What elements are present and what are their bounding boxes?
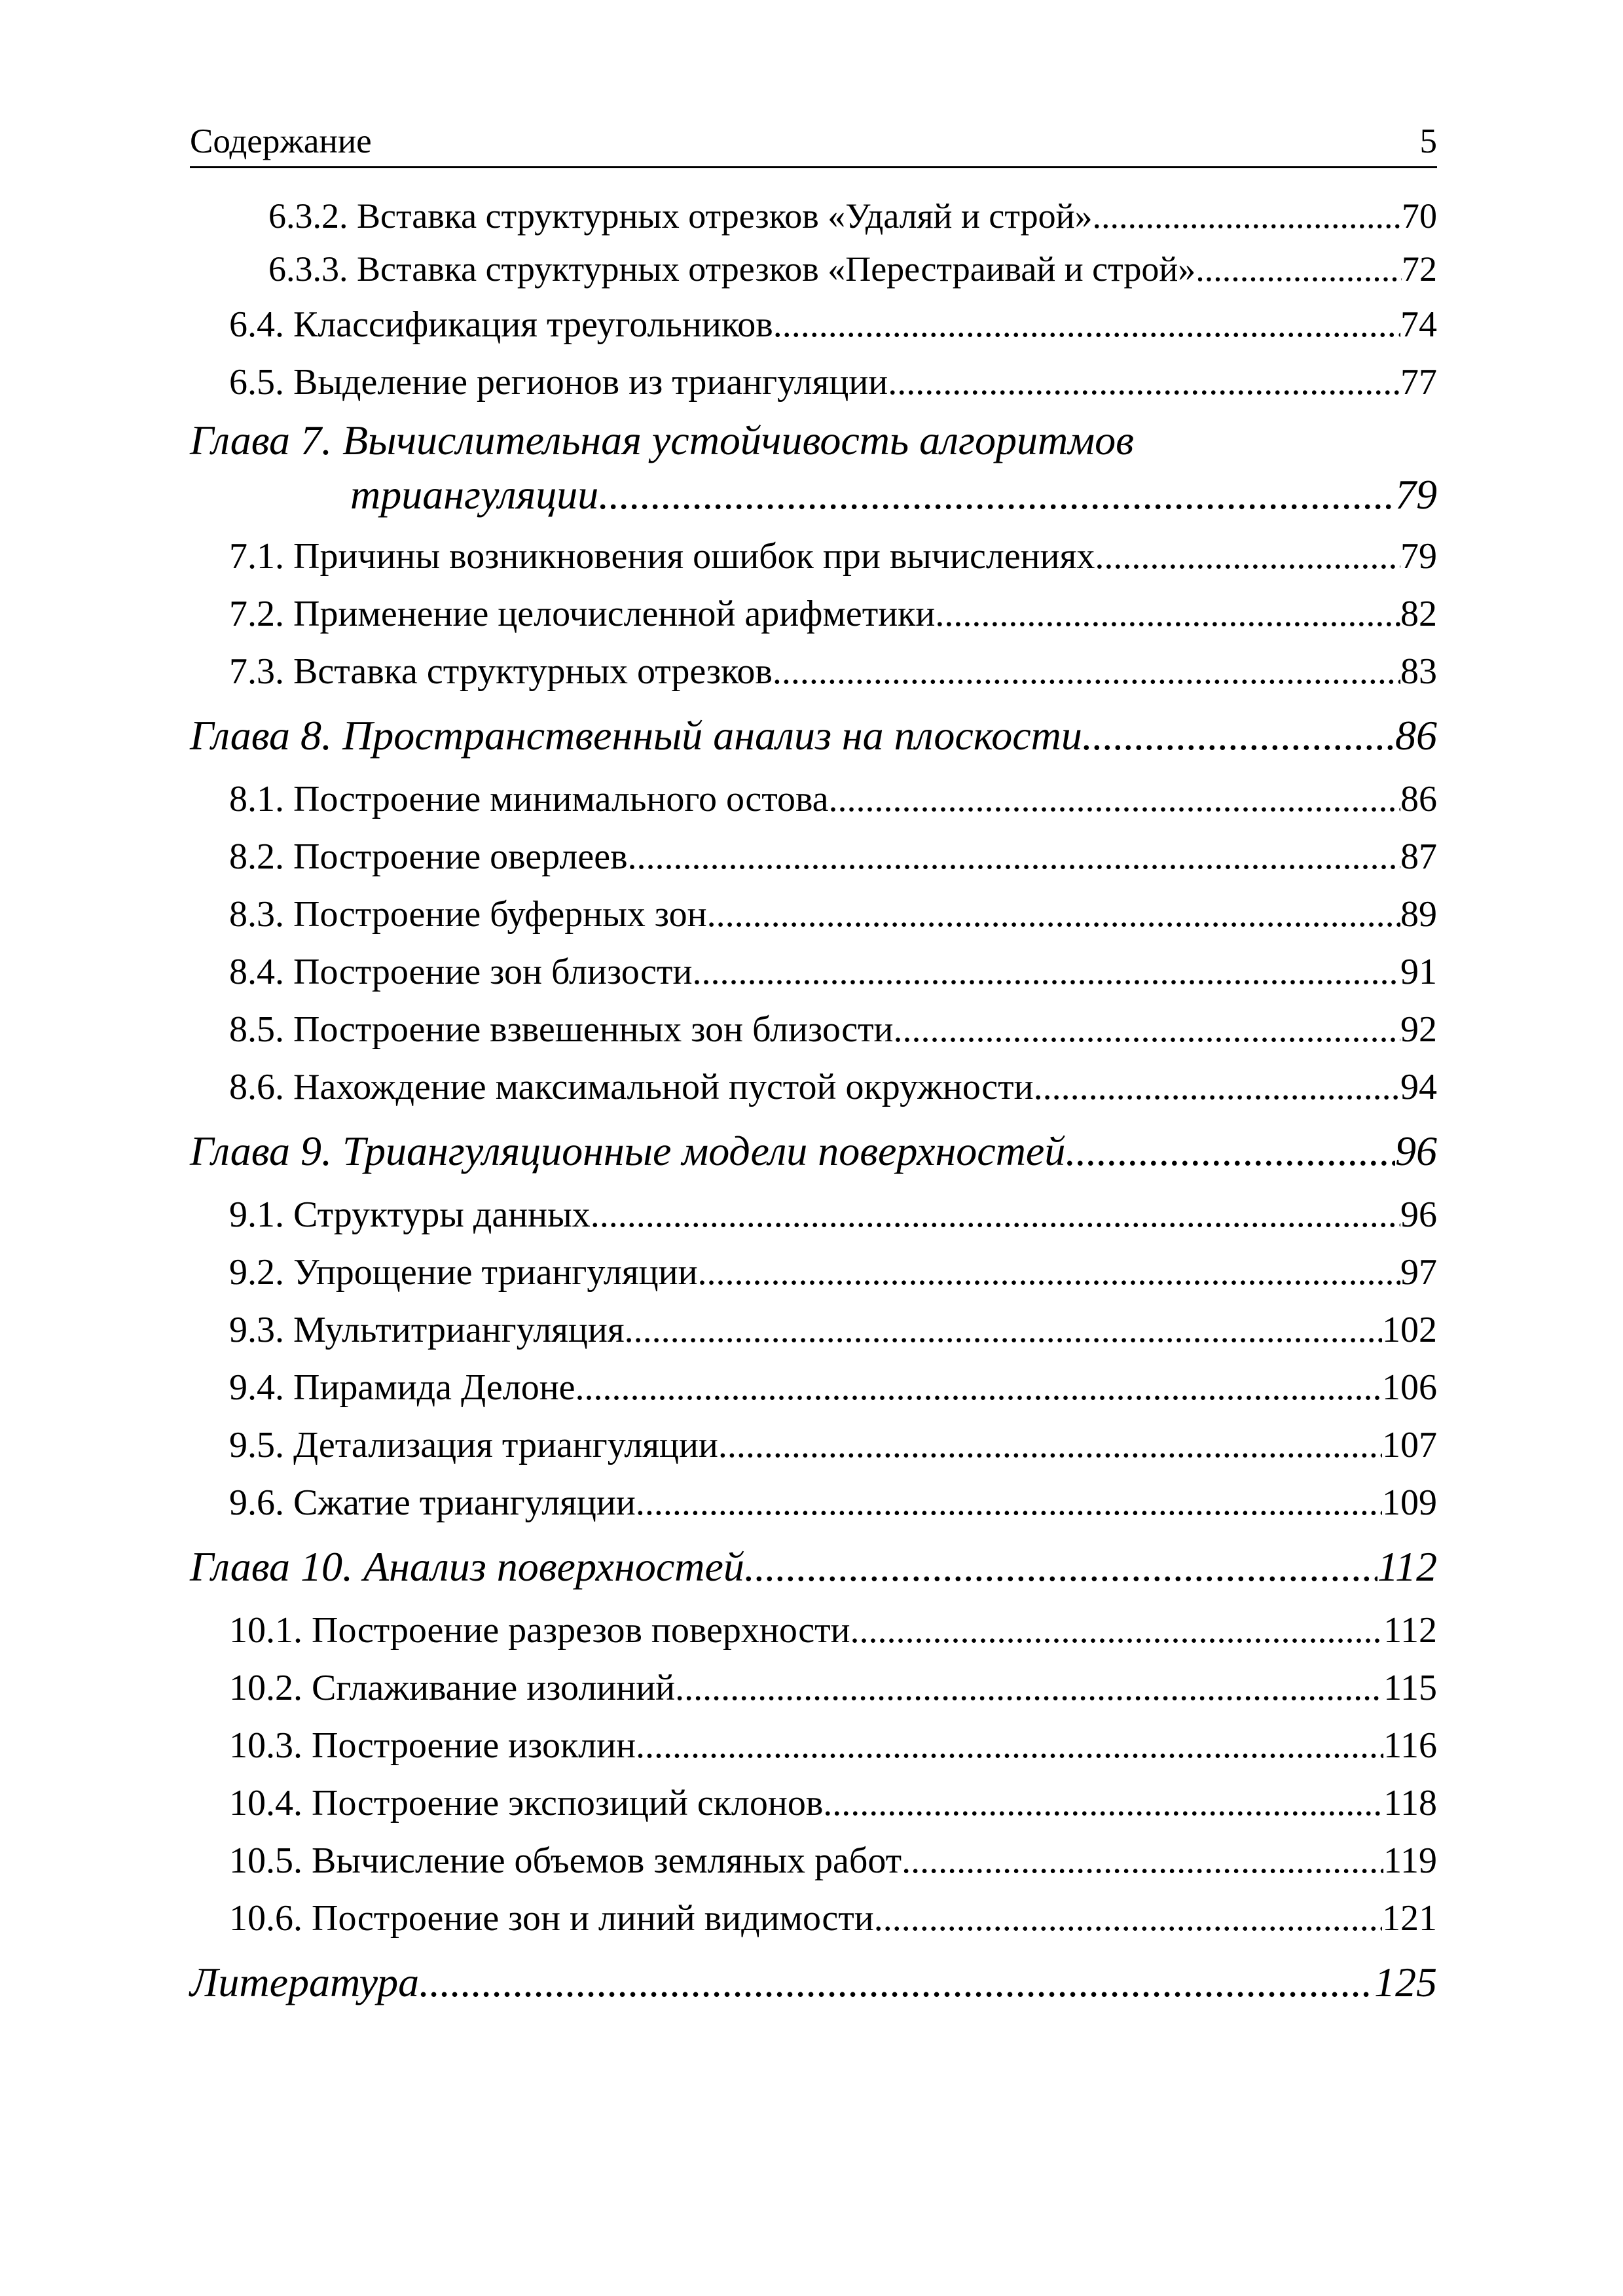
dot-leader: [591, 1186, 1400, 1244]
dot-leader: [1065, 1116, 1395, 1186]
toc-entry-page: 79: [1395, 471, 1437, 518]
toc-literature[interactable]: [190, 1947, 1437, 2017]
toc-entry-6-5[interactable]: [190, 353, 1437, 411]
toc-entry-10-2[interactable]: [190, 1659, 1437, 1717]
dot-leader: [894, 1001, 1400, 1058]
toc-entry-6-3-2[interactable]: [190, 190, 1437, 243]
dot-leader: [1195, 243, 1402, 296]
toc-entry-page: 97: [1400, 1252, 1437, 1293]
toc-entry-title: 8.1. Построение минимального остова: [229, 779, 829, 819]
dot-leader: [636, 1474, 1382, 1532]
toc-entry-title: 6.5. Выделение регионов из триангуляции: [229, 362, 888, 403]
dot-leader: [692, 943, 1400, 1001]
toc-entry-9-4[interactable]: [190, 1359, 1437, 1416]
toc-entry-page: 92: [1400, 1009, 1437, 1050]
dot-leader: [744, 1532, 1377, 1602]
toc-chapter-9[interactable]: [190, 1116, 1437, 1186]
toc-entry-title: 10.4. Построение экспозиций склонов: [229, 1783, 824, 1823]
toc-entry-title: 6.4. Классификация треугольников: [229, 304, 773, 345]
toc-entry-page: 86: [1395, 712, 1437, 759]
toc-entry-title: Глава 9. Триангуляционные модели поверхностей: [190, 1128, 1066, 1174]
toc-entry-10-3[interactable]: [190, 1717, 1437, 1774]
toc-entry-page: 112: [1383, 1610, 1437, 1651]
toc-entry-8-2[interactable]: [190, 828, 1437, 886]
toc-entry-7-3[interactable]: [190, 643, 1437, 700]
dot-leader: [598, 466, 1395, 524]
toc-entry-page: 72: [1402, 249, 1437, 289]
toc-entry-title: 9.3. Мультитриангуляция: [229, 1310, 625, 1350]
toc-entry-page: 83: [1400, 651, 1437, 692]
toc-entry-page: 102: [1382, 1310, 1437, 1350]
dot-leader: [888, 353, 1400, 411]
toc-entry-title: 10.5. Вычисление объемов земляных работ: [229, 1840, 902, 1881]
toc-entry-title: 9.6. Сжатие триангуляции: [229, 1482, 636, 1523]
dot-leader: [874, 1890, 1382, 1947]
toc-entry-page: 96: [1395, 1128, 1437, 1174]
dot-leader: [636, 1717, 1383, 1774]
header-page-number: 5: [1419, 122, 1437, 160]
toc-entry-title: 9.1. Структуры данных: [229, 1194, 591, 1235]
toc-entry-title: Глава 8. Пространственный анализ на плоскости: [190, 712, 1082, 759]
dot-leader: [935, 585, 1400, 643]
table-of-contents: [190, 190, 1437, 2017]
toc-entry-title: 8.5. Построение взвешенных зон близости: [229, 1009, 894, 1050]
toc-entry-title: 8.4. Построение зон близости: [229, 952, 693, 992]
dot-leader: [698, 1244, 1400, 1301]
dot-leader: [1092, 190, 1402, 243]
toc-entry-8-6[interactable]: [190, 1058, 1437, 1116]
toc-entry-title: 8.3. Построение буферных зон: [229, 894, 707, 935]
toc-entry-9-5[interactable]: [190, 1416, 1437, 1474]
toc-entry-title: 9.5. Детализация триангуляции: [229, 1425, 718, 1465]
header-title: Содержание: [190, 122, 372, 160]
toc-entry-10-4[interactable]: [190, 1774, 1437, 1832]
toc-entry-page: 125: [1374, 1959, 1437, 2005]
toc-entry-page: 87: [1400, 836, 1437, 877]
toc-entry-8-5[interactable]: [190, 1001, 1437, 1058]
toc-entry-10-5[interactable]: [190, 1832, 1437, 1890]
toc-entry-title: 7.2. Применение целочисленной арифметики: [229, 594, 936, 634]
toc-entry-title: Литература: [190, 1959, 420, 2005]
dot-leader: [1082, 700, 1395, 770]
dot-leader: [773, 296, 1400, 353]
toc-entry-page: 96: [1400, 1194, 1437, 1235]
toc-entry-page: 118: [1383, 1783, 1437, 1823]
toc-entry-9-2[interactable]: [190, 1244, 1437, 1301]
toc-entry-page: 115: [1383, 1668, 1437, 1708]
toc-entry-page: 86: [1400, 779, 1437, 819]
toc-entry-10-6[interactable]: [190, 1890, 1437, 1947]
dot-leader: [625, 1301, 1382, 1359]
toc-entry-9-3[interactable]: [190, 1301, 1437, 1359]
toc-entry-page: 121: [1382, 1898, 1437, 1939]
toc-entry-page: 89: [1400, 894, 1437, 935]
dot-leader: [707, 886, 1400, 943]
toc-entry-title: 10.6. Построение зон и линий видимости: [229, 1898, 874, 1939]
toc-entry-title: 8.2. Построение оверлеев: [229, 836, 628, 877]
toc-chapter-7-title[interactable]: Глава 7. Вычислительная устойчивость алгоритмов: [190, 417, 1134, 463]
toc-entry-10-1[interactable]: [190, 1602, 1437, 1659]
running-header: [190, 117, 1437, 168]
toc-chapter-7[interactable]: [190, 466, 1437, 524]
dot-leader: [902, 1832, 1383, 1890]
dot-leader: [419, 1947, 1374, 2017]
toc-entry-title: 9.4. Пирамида Делоне: [229, 1367, 575, 1408]
toc-entry-title: 7.3. Вставка структурных отрезков: [229, 651, 773, 692]
dot-leader: [628, 828, 1400, 886]
toc-entry-title: 8.6. Нахождение максимальной пустой окружности: [229, 1067, 1034, 1107]
toc-entry-title: Глава 10. Анализ поверхностей: [190, 1543, 744, 1590]
toc-entry-title: триангуляции: [350, 471, 599, 518]
dot-leader: [1095, 528, 1400, 585]
toc-entry-page: 116: [1383, 1725, 1437, 1766]
dot-leader: [675, 1659, 1383, 1717]
toc-entry-page: 79: [1400, 536, 1437, 577]
dot-leader: [823, 1774, 1383, 1832]
toc-entry-page: 91: [1400, 952, 1437, 992]
dot-leader: [773, 643, 1400, 700]
toc-entry-7-1[interactable]: [190, 528, 1437, 585]
toc-entry-page: 74: [1400, 304, 1437, 345]
toc-entry-9-6[interactable]: [190, 1474, 1437, 1532]
toc-entry-page: 77: [1400, 362, 1437, 403]
toc-entry-8-3[interactable]: [190, 886, 1437, 943]
dot-leader: [575, 1359, 1382, 1416]
toc-entry-7-2[interactable]: [190, 585, 1437, 643]
toc-chapter-8[interactable]: [190, 700, 1437, 770]
dot-leader: [1034, 1058, 1400, 1116]
toc-entry-title: 10.1. Построение разрезов поверхности: [229, 1610, 850, 1651]
toc-entry-title: 10.3. Построение изоклин: [229, 1725, 636, 1766]
toc-entry-title: 9.2. Упрощение триангуляции: [229, 1252, 698, 1293]
toc-entry-page: 119: [1383, 1840, 1437, 1881]
toc-entry-6-3-3[interactable]: [190, 243, 1437, 296]
toc-entry-title: 7.1. Причины возникновения ошибок при вычислениях: [229, 536, 1095, 577]
toc-entry-8-4[interactable]: [190, 943, 1437, 1001]
toc-entry-8-1[interactable]: [190, 770, 1437, 828]
toc-entry-page: 82: [1400, 594, 1437, 634]
dot-leader: [829, 770, 1401, 828]
toc-entry-page: 109: [1382, 1482, 1437, 1523]
toc-entry-6-4[interactable]: [190, 296, 1437, 353]
toc-entry-page: 94: [1400, 1067, 1437, 1107]
toc-chapter-10[interactable]: [190, 1532, 1437, 1602]
toc-entry-title: 6.3.2. Вставка структурных отрезков «Удаляй и строй»: [268, 196, 1093, 236]
toc-entry-page: 106: [1382, 1367, 1437, 1408]
dot-leader: [850, 1602, 1384, 1659]
toc-entry-page: 112: [1377, 1543, 1437, 1590]
toc-entry-title: 6.3.3. Вставка структурных отрезков «Перестраивай и строй»: [268, 249, 1196, 289]
toc-entry-page: 70: [1402, 196, 1437, 236]
toc-entry-9-1[interactable]: [190, 1186, 1437, 1244]
toc-entry-title: 10.2. Сглаживание изолиний: [229, 1668, 676, 1708]
toc-entry-page: 107: [1382, 1425, 1437, 1465]
dot-leader: [718, 1416, 1382, 1474]
